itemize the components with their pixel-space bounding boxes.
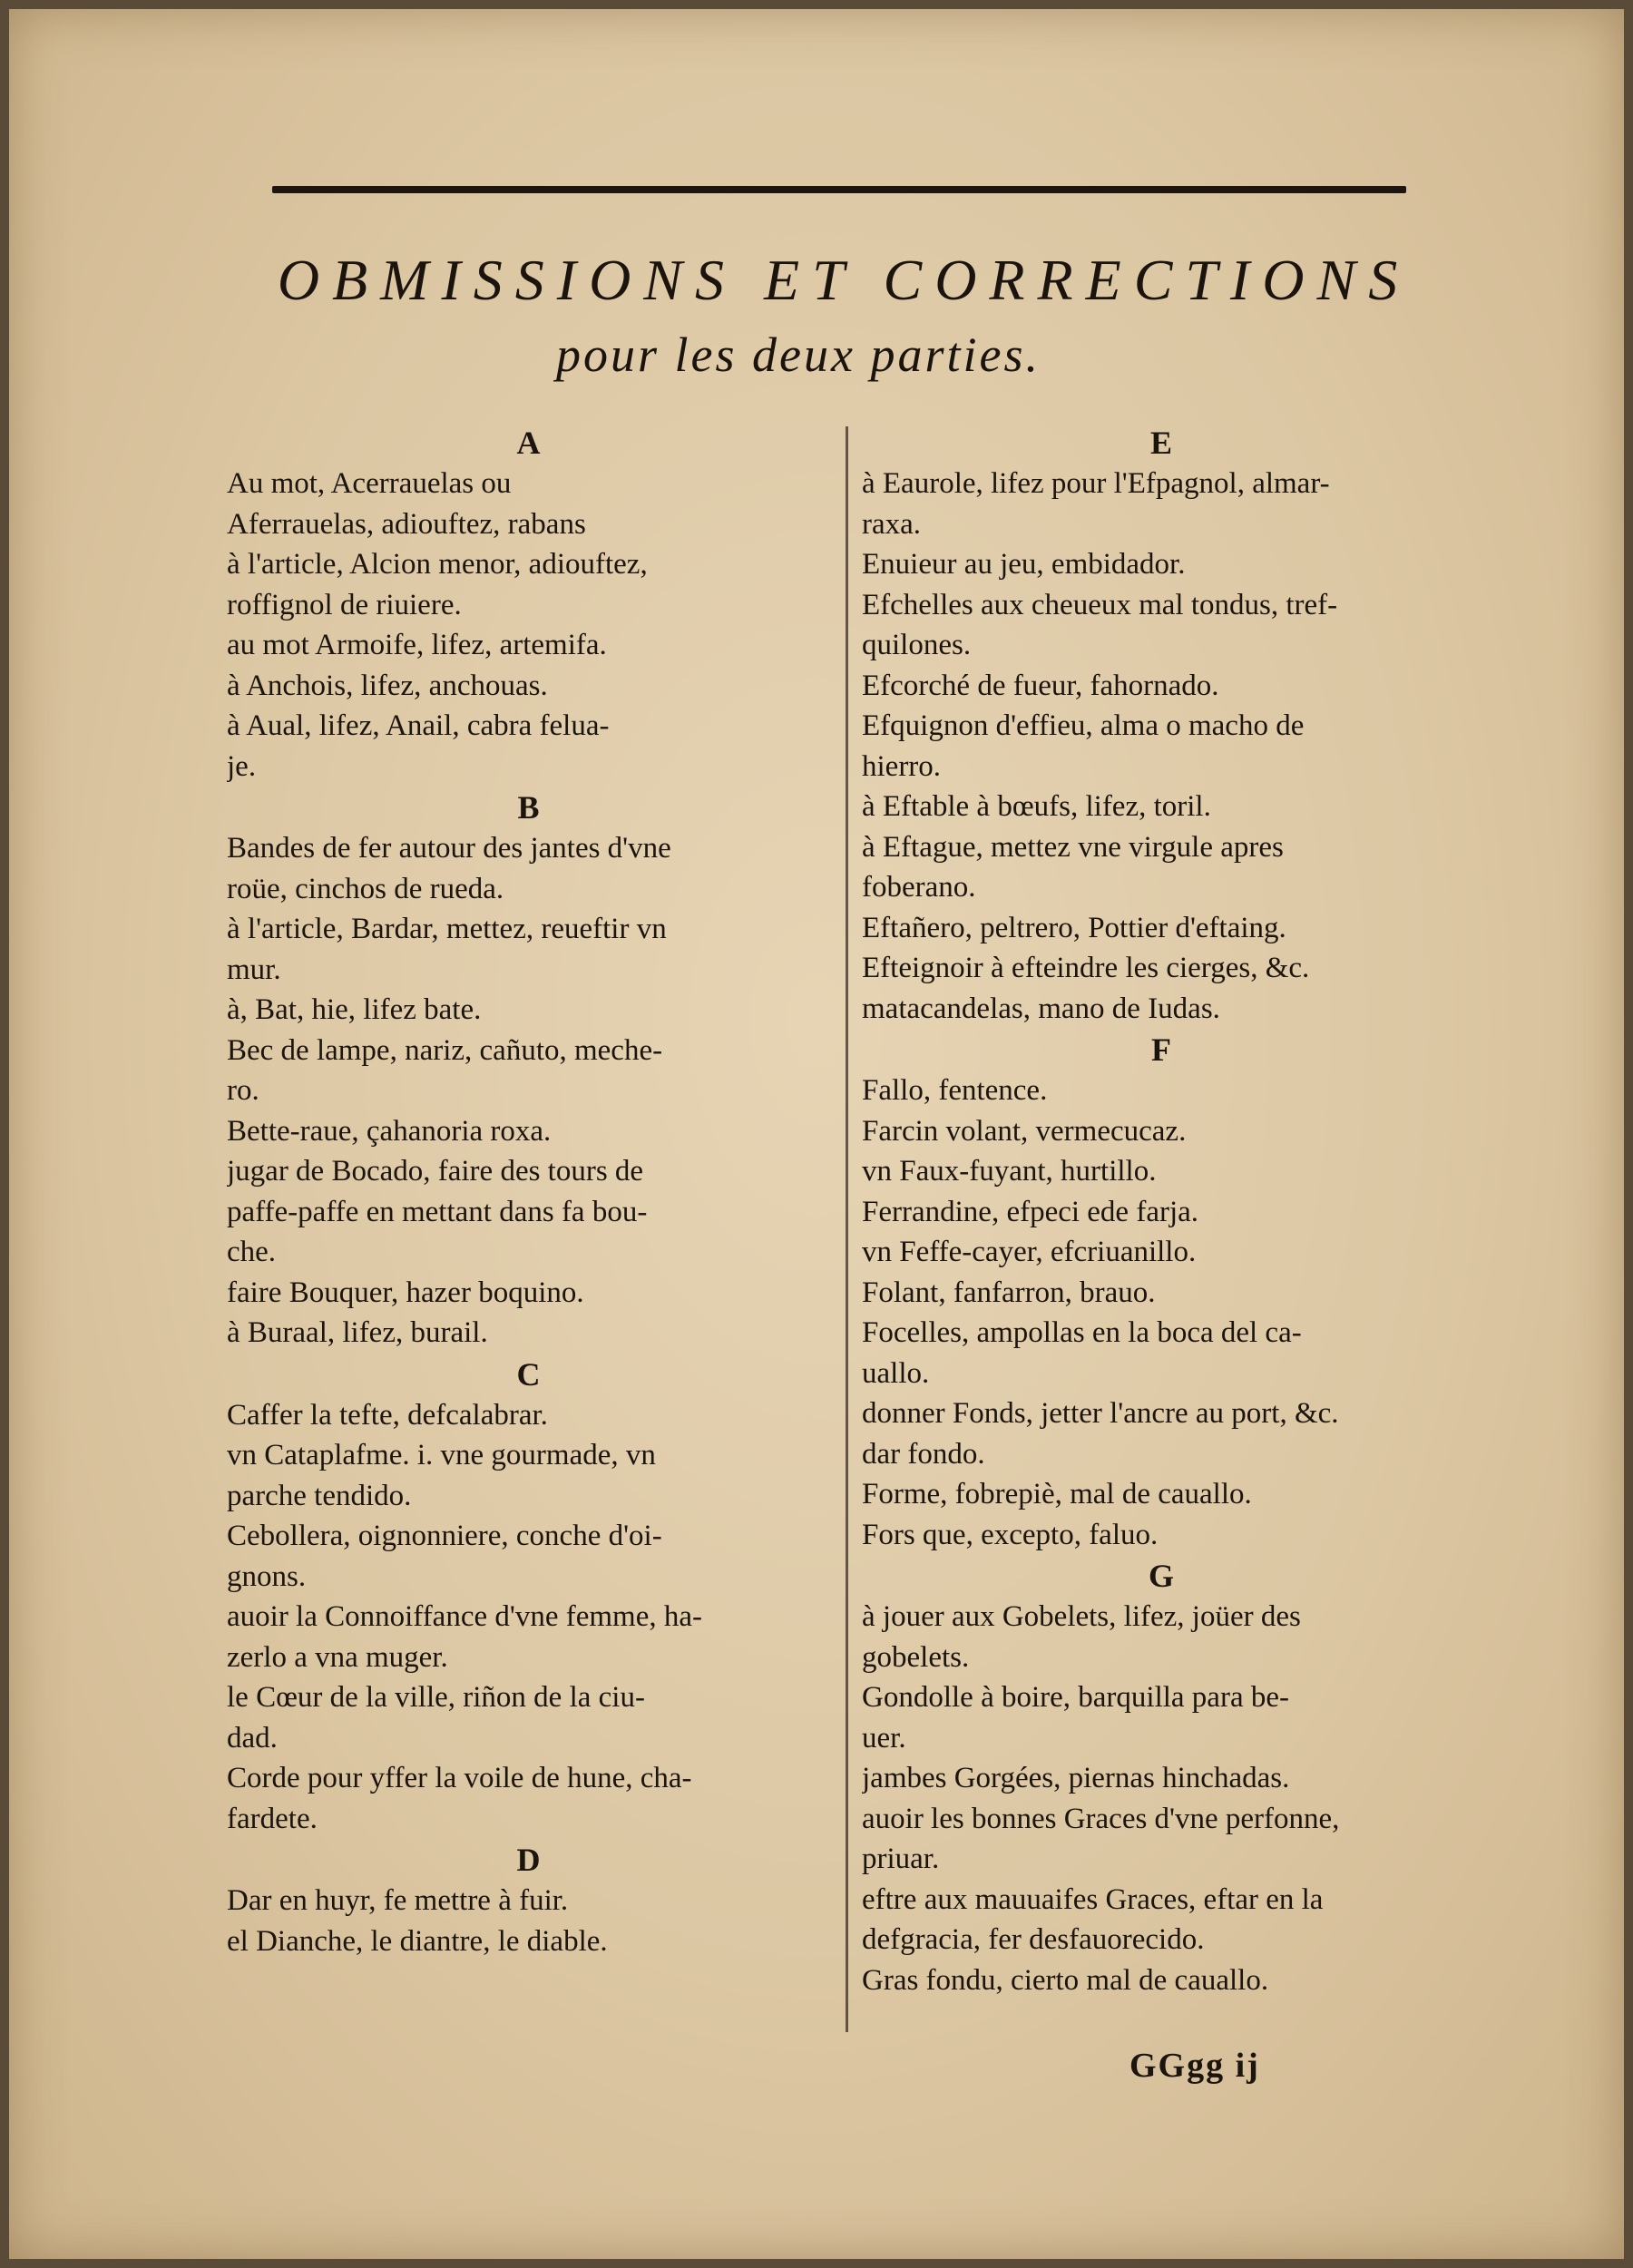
right-column [862,422,1461,2000]
dictionary-entry: Bandes de fer autour des jantes d'vne [227,832,671,865]
dictionary-entry: gnons. [227,1559,307,1593]
left-column [227,422,830,1961]
dictionary-entry: Fors que, excepto, faluo. [862,1518,1159,1551]
dictionary-entry: à l'article, Alcion menor, adiouftez, [227,548,648,581]
dictionary-entry: donner Fonds, jetter l'ancre au port, &c. [862,1397,1339,1430]
section-letter: F [1151,1031,1171,1068]
dictionary-entry: ro. [227,1074,259,1107]
dictionary-entry: Fallo, fentence. [862,1074,1048,1107]
dictionary-entry: à Anchois, lifez, anchouas. [227,669,548,702]
dictionary-entry: roffignol de riuiere. [227,588,462,621]
dictionary-entry: raxa. [862,507,922,541]
dictionary-entry: à jouer aux Gobelets, lifez, joüer des [862,1600,1301,1633]
dictionary-entry: à Eaurole, lifez pour l'Efpagnol, almar- [862,467,1330,500]
dictionary-entry: jambes Gorgées, piernas hinchadas. [862,1762,1290,1794]
dictionary-entry: quilones. [862,629,972,661]
dictionary-entry: Corde pour yffer la voile de hune, cha- [227,1762,692,1794]
dictionary-entry: à Eftague, mettez vne virgule apres [862,830,1284,864]
section-letter: G [1148,1558,1174,1594]
section-letter: A [516,425,541,461]
dictionary-entry: Dar en huyr, fe mettre à fuir. [227,1884,569,1917]
dictionary-entry: Enuieur au jeu, embidador. [862,548,1186,581]
dictionary-entry: jugar de Bocado, faire des tours de [227,1155,644,1188]
dictionary-entry: che. [227,1236,277,1268]
dictionary-entry: à Buraal, lifez, burail. [227,1316,488,1349]
dictionary-entry: Ferrandine, efpeci ede farja. [862,1195,1199,1228]
section-letter: E [1149,425,1172,461]
dictionary-entry: faire Bouquer, hazer boquino. [227,1276,584,1309]
dictionary-entry: hierro. [862,749,942,783]
dictionary-entry: vn Cataplafme. i. vne gourmade, vn [227,1439,656,1471]
dictionary-entry: parche tendido. [227,1479,412,1512]
section-letter: C [516,1355,541,1393]
dictionary-entry: à Aual, lifez, Anail, cabra felua- [227,709,610,742]
dictionary-entry: dad. [227,1721,278,1755]
page-subtitle: pour les deux parties. [556,327,1041,382]
dictionary-entry: auoir les bonnes Graces d'vne perfonne, [862,1802,1340,1835]
dictionary-entry: uer. [862,1721,906,1755]
signature-mark: GGgg ij [1129,2047,1260,2085]
dictionary-entry: roüe, cinchos de rueda. [227,872,504,905]
dictionary-entry: Bec de lampe, nariz, cañuto, meche- [227,1033,663,1067]
dictionary-entry: Efquignon d'effieu, alma o macho de [862,709,1305,742]
dictionary-entry: foberano. [862,871,976,904]
dictionary-entry: dar fondo. [862,1437,985,1471]
dictionary-entry: matacandelas, mano de Iudas. [862,992,1220,1025]
dictionary-entry: eftre aux mauuaifes Graces, eftar en la [862,1882,1324,1916]
dictionary-entry: Efcorché de fueur, fahornado. [862,669,1219,702]
column-divider [846,426,848,2032]
dictionary-entry: Efteignoir à efteindre les cierges, &c. [862,952,1310,984]
dictionary-entry: à l'article, Bardar, mettez, reueftir vn [227,913,667,945]
dictionary-entry: vn Faux-fuyant, hurtillo. [862,1155,1157,1188]
dictionary-entry: uallo. [862,1356,930,1390]
dictionary-entry: Bette-raue, çahanoria roxa. [227,1114,552,1148]
dictionary-entry: gobelets. [862,1640,970,1674]
dictionary-entry: Au mot, Acerrauelas ou [227,467,512,500]
page-title: OBMISSIONS ET CORRECTIONS [277,248,1411,312]
dictionary-entry: Cebollera, oignonniere, conche d'oi- [227,1520,662,1552]
dictionary-entry: priuar. [862,1843,940,1875]
dictionary-entry: Gras fondu, cierto mal de cauallo. [862,1963,1269,1997]
dictionary-entry: à Eftable à bœufs, lifez, toril. [862,790,1211,823]
dictionary-entry: vn Feffe-cayer, efcriuanillo. [862,1236,1197,1268]
dictionary-entry: auoir la Connoiffance d'vne femme, ha- [227,1600,702,1633]
dictionary-entry: zerlo a vna muger. [227,1640,448,1674]
dictionary-entry: Farcin volant, vermecucaz. [862,1114,1187,1148]
dictionary-entry: Aferrauelas, adiouftez, rabans [227,507,586,541]
dictionary-entry: Efchelles aux cheueux mal tondus, tref- [862,588,1338,621]
dictionary-entry: Caffer la tefte, defcalabrar. [227,1398,548,1432]
dictionary-entry: Gondolle à boire, barquilla para be- [862,1681,1289,1714]
book-page [9,9,1624,2259]
dictionary-entry: fardete. [227,1802,318,1835]
header-rule [272,186,1406,193]
dictionary-entry: defgracia, fer desfauorecido. [862,1923,1205,1956]
dictionary-entry: je. [227,749,257,783]
dictionary-entry: le Cœur de la ville, riñon de la ciu- [227,1681,645,1714]
dictionary-entry: Folant, fanfarron, brauo. [862,1276,1156,1309]
section-letter: B [517,789,540,826]
dictionary-entry: paffe-paffe en mettant dans fa bou- [227,1195,648,1228]
dictionary-entry: Eftañero, peltrero, Pottier d'eftaing. [862,911,1286,944]
dictionary-entry: Focelles, ampollas en la boca del ca- [862,1316,1302,1349]
dictionary-entry: au mot Armoife, lifez, artemifa. [227,629,607,661]
dictionary-entry: mur. [227,953,281,986]
section-letter: D [516,1842,541,1878]
dictionary-entry: à, Bat, hie, lifez bate. [227,993,482,1026]
dictionary-entry: Forme, fobrepiè, mal de cauallo. [862,1478,1252,1510]
dictionary-entry: el Dianche, le diantre, le diable. [227,1924,608,1958]
